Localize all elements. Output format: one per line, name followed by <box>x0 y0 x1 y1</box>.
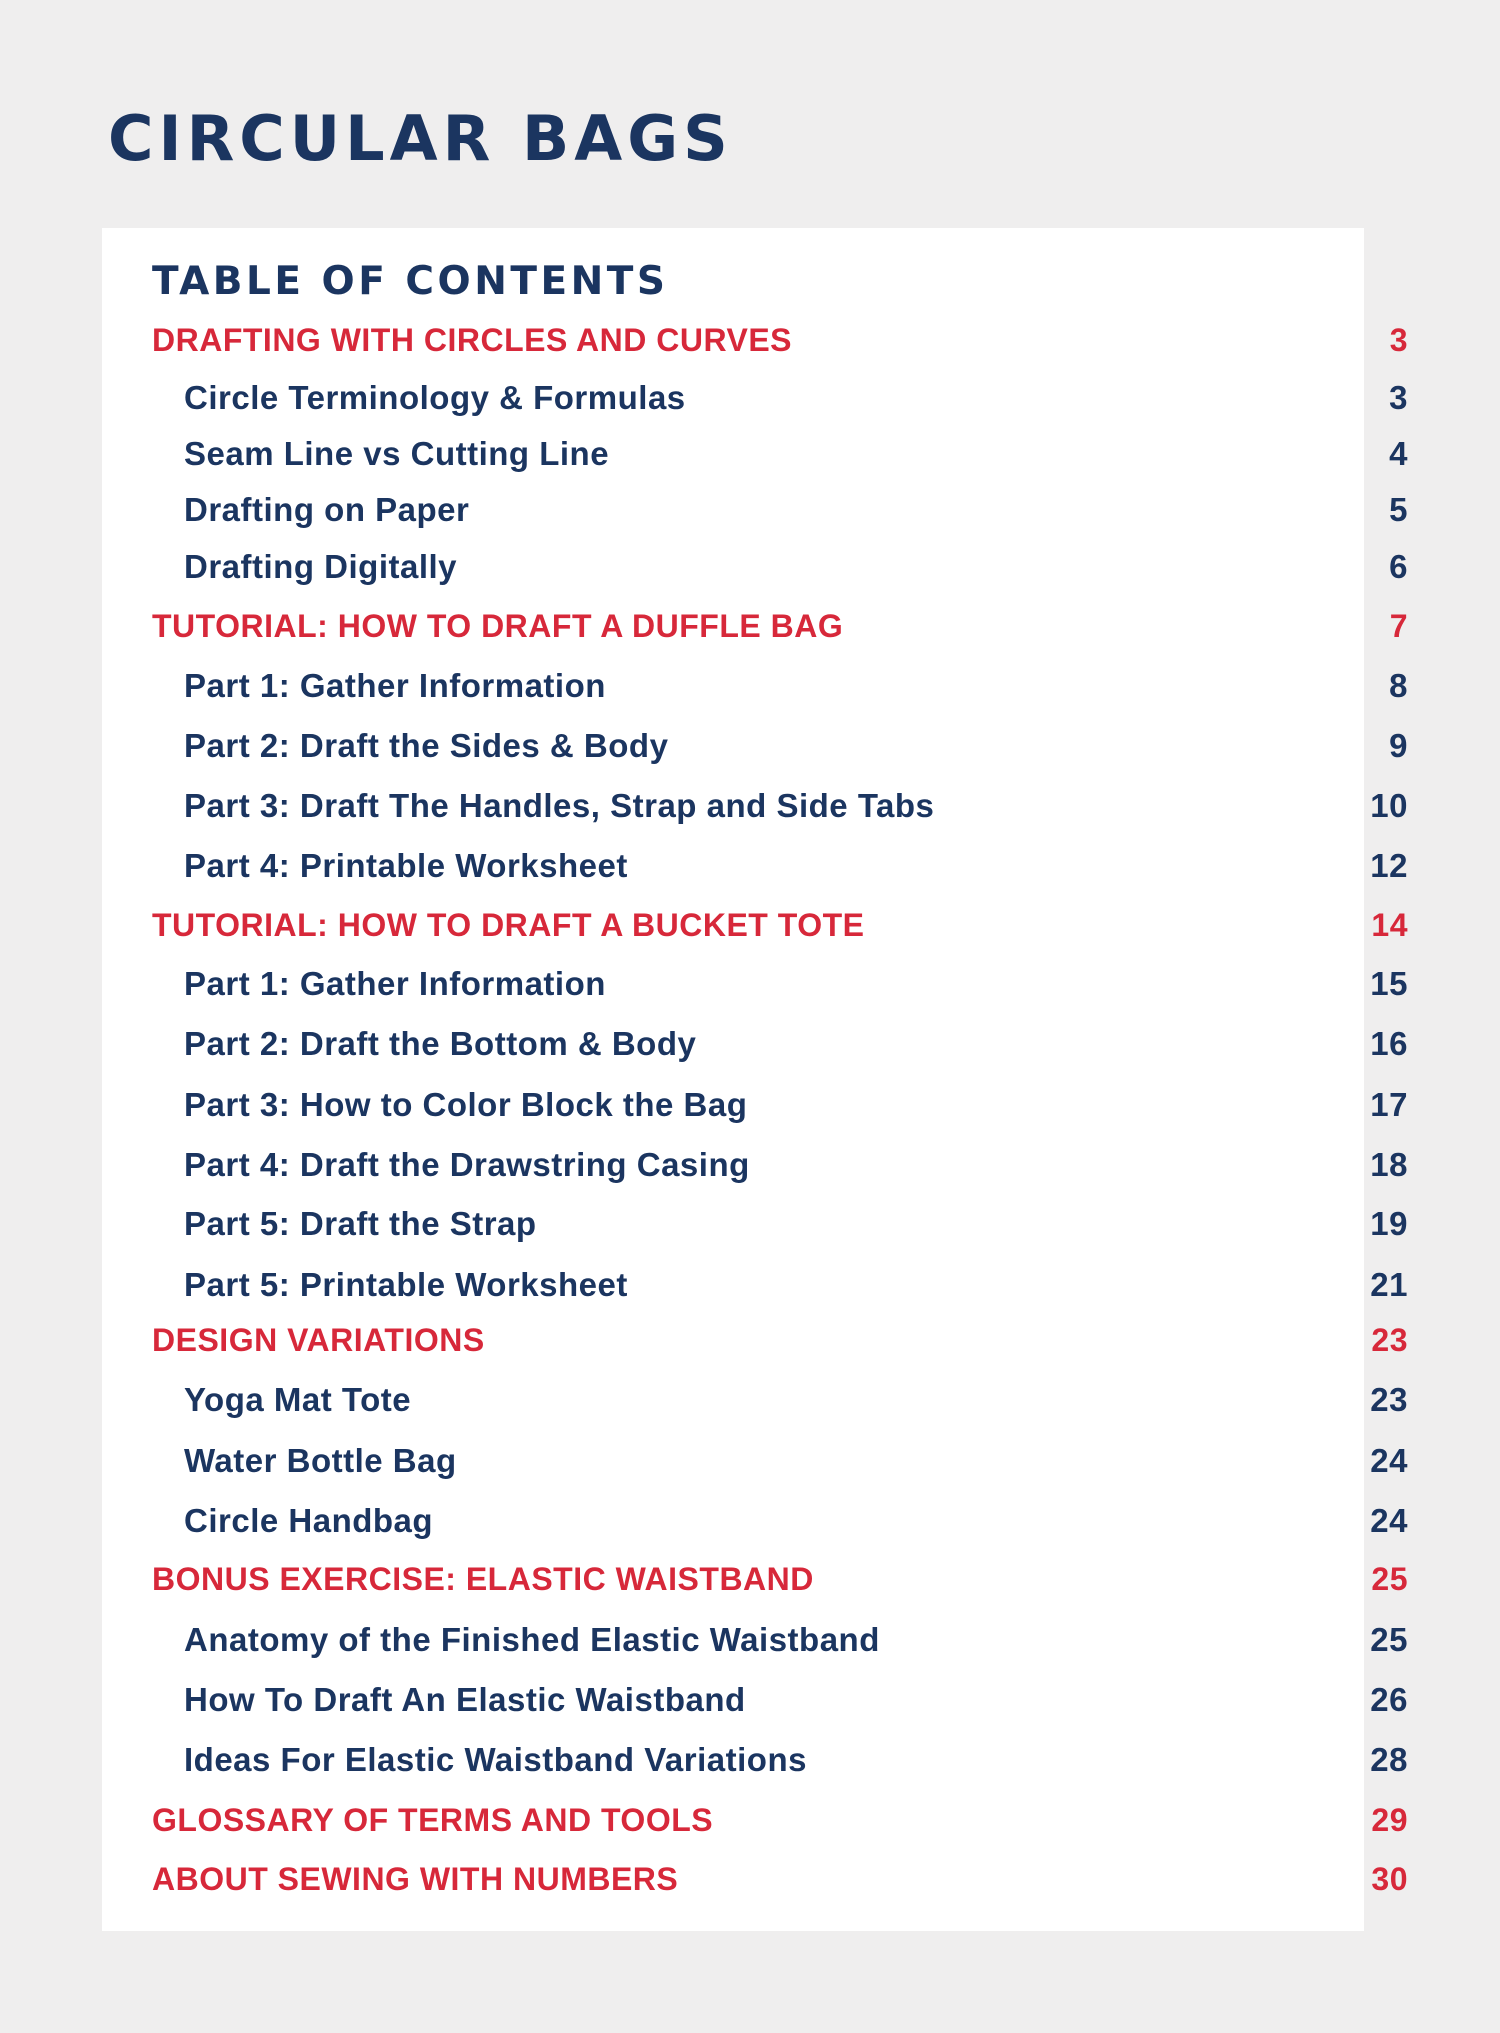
toc-label: Circle Handbag <box>184 1502 434 1539</box>
toc-label: Part 2: Draft the Sides & Body <box>184 727 669 764</box>
toc-label: Drafting Digitally <box>184 548 458 585</box>
toc-page-number: 23 <box>1370 1381 1408 1418</box>
toc-label: Part 2: Draft the Bottom & Body <box>184 1025 697 1062</box>
toc-label: Part 5: Draft the Strap <box>184 1205 537 1242</box>
toc-entry-row[interactable] <box>152 1674 1408 1726</box>
toc-entry-row[interactable] <box>152 1198 1408 1250</box>
toc-page-number: 14 <box>1371 906 1408 943</box>
toc-entry-row[interactable] <box>152 780 1408 832</box>
toc-page-number: 8 <box>1389 667 1408 704</box>
toc-label: Part 4: Printable Worksheet <box>184 847 628 884</box>
toc-entry-row[interactable] <box>152 840 1408 892</box>
toc-label: Part 1: Gather Information <box>184 667 606 704</box>
toc-label: Part 5: Printable Worksheet <box>184 1266 628 1303</box>
toc-page-number: 26 <box>1370 1681 1408 1718</box>
toc-label: Part 4: Draft the Drawstring Casing <box>184 1146 750 1183</box>
toc-page-number: 23 <box>1371 1321 1408 1358</box>
toc-page-number: 4 <box>1389 435 1408 472</box>
toc-entry-row[interactable] <box>152 484 1408 536</box>
toc-page-number: 25 <box>1370 1621 1408 1658</box>
toc-page-number: 24 <box>1370 1442 1408 1479</box>
toc-label: Seam Line vs Cutting Line <box>184 435 610 472</box>
toc-entry-row[interactable] <box>152 720 1408 772</box>
toc-entry-row[interactable] <box>152 1139 1408 1191</box>
toc-label: Drafting on Paper <box>184 491 470 528</box>
toc-label: ABOUT SEWING WITH NUMBERS <box>152 1860 679 1897</box>
toc-label: How To Draft An Elastic Waistband <box>184 1681 746 1718</box>
toc-entry-row[interactable] <box>152 1079 1408 1131</box>
toc-page-number: 3 <box>1389 321 1408 358</box>
toc-page-number: 21 <box>1370 1266 1408 1303</box>
toc-page-number: 25 <box>1371 1560 1408 1597</box>
toc-page-number: 5 <box>1389 491 1408 528</box>
toc-entry-row[interactable] <box>152 1259 1408 1311</box>
toc-entry-row[interactable] <box>152 1018 1408 1070</box>
toc-section-row[interactable] <box>152 600 1408 652</box>
toc-label: Anatomy of the Finished Elastic Waistband <box>184 1621 880 1658</box>
toc-label: Part 1: Gather Information <box>184 965 606 1002</box>
toc-page-number: 16 <box>1370 1025 1408 1062</box>
toc-entry-row[interactable] <box>152 1374 1408 1426</box>
page-title: CIRCULAR BAGS <box>108 102 733 175</box>
toc-page-number: 30 <box>1371 1860 1408 1897</box>
toc-section-row[interactable] <box>152 1853 1408 1905</box>
toc-label: Yoga Mat Tote <box>184 1381 412 1418</box>
toc-page-number: 6 <box>1389 548 1408 585</box>
toc-entry-row[interactable] <box>152 1435 1408 1487</box>
toc-page-number: 3 <box>1389 379 1408 416</box>
toc-page-number: 28 <box>1370 1741 1408 1778</box>
toc-card <box>102 228 1408 1931</box>
toc-entry-row[interactable] <box>152 372 1408 424</box>
toc-section-row[interactable] <box>152 1553 1408 1605</box>
toc-section-row[interactable] <box>152 314 1408 366</box>
toc-label: Ideas For Elastic Waistband Variations <box>184 1741 807 1778</box>
toc-label: Part 3: Draft The Handles, Strap and Side Tabs <box>184 787 935 824</box>
toc-page-number: 7 <box>1389 607 1408 644</box>
toc-label: DESIGN VARIATIONS <box>152 1321 485 1358</box>
toc-label: GLOSSARY OF TERMS AND TOOLS <box>152 1801 714 1838</box>
toc-label: Circle Terminology & Formulas <box>184 379 686 416</box>
toc-heading: TABLE OF CONTENTS <box>152 259 669 304</box>
toc-label: TUTORIAL: HOW TO DRAFT A BUCKET TOTE <box>152 906 865 943</box>
toc-page-number: 17 <box>1370 1086 1408 1123</box>
toc-entry-row[interactable] <box>152 1495 1408 1547</box>
toc-label: Part 3: How to Color Block the Bag <box>184 1086 748 1123</box>
toc-entry-row[interactable] <box>152 1734 1408 1786</box>
toc-page-number: 24 <box>1370 1502 1408 1539</box>
toc-label: TUTORIAL: HOW TO DRAFT A DUFFLE BAG <box>152 607 844 644</box>
toc-entry-row[interactable] <box>152 428 1408 480</box>
toc-entry-row[interactable] <box>152 1614 1408 1666</box>
toc-entry-row[interactable] <box>152 958 1408 1010</box>
toc-page-number: 15 <box>1370 965 1408 1002</box>
toc-section-row[interactable] <box>152 1794 1408 1846</box>
toc-label: BONUS EXERCISE: ELASTIC WAISTBAND <box>152 1560 814 1597</box>
toc-section-row[interactable] <box>152 1314 1408 1366</box>
toc-page-number: 29 <box>1371 1801 1408 1838</box>
toc-page-number: 10 <box>1370 787 1408 824</box>
toc-entry-row[interactable] <box>152 541 1408 593</box>
toc-page-number: 19 <box>1370 1205 1408 1242</box>
toc-section-row[interactable] <box>152 899 1408 951</box>
toc-entry-row[interactable] <box>152 660 1408 712</box>
toc-page-number: 18 <box>1370 1146 1408 1183</box>
toc-page-number: 12 <box>1370 847 1408 884</box>
toc-page-number: 9 <box>1389 727 1408 764</box>
toc-label: Water Bottle Bag <box>184 1442 457 1479</box>
toc-label: DRAFTING WITH CIRCLES AND CURVES <box>152 321 792 358</box>
